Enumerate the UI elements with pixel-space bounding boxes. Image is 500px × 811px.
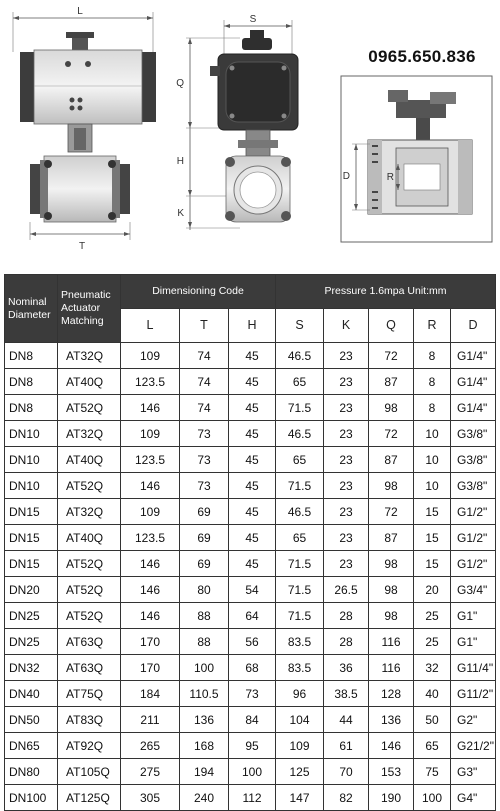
drawing-svg	[0, 0, 500, 262]
table-cell: 72	[369, 499, 414, 525]
table-cell: 45	[229, 473, 276, 499]
table-cell: 170	[121, 629, 180, 655]
table-cell: 25	[414, 629, 451, 655]
table-cell: 194	[180, 759, 229, 785]
table-cell: 136	[369, 707, 414, 733]
phone-number: 0965.650.836	[368, 47, 476, 66]
table-cell: 98	[369, 395, 414, 421]
table-cell: G1/2"	[451, 525, 496, 551]
table-row	[5, 447, 496, 473]
table-cell: 170	[121, 655, 180, 681]
col-header: T	[180, 309, 229, 343]
table-cell: G2"	[451, 707, 496, 733]
table-cell: 109	[276, 733, 324, 759]
table-cell: DN80	[5, 759, 58, 785]
table-cell: 71.5	[276, 551, 324, 577]
table-cell: G3"	[451, 759, 496, 785]
table-cell: DN10	[5, 473, 58, 499]
header-nominal-diameter: Nominal Diameter	[5, 275, 58, 343]
table-cell: G1"	[451, 603, 496, 629]
table-cell: 82	[324, 785, 369, 811]
table-cell: 23	[324, 525, 369, 551]
table-cell: AT52Q	[58, 577, 121, 603]
table-row	[5, 603, 496, 629]
table-cell: 146	[369, 733, 414, 759]
table-cell: 153	[369, 759, 414, 785]
table-cell: 73	[180, 421, 229, 447]
table-cell: 71.5	[276, 473, 324, 499]
table-row	[5, 473, 496, 499]
table-body	[5, 343, 496, 811]
table-cell: 104	[276, 707, 324, 733]
col-header: R	[414, 309, 451, 343]
table-cell: 87	[369, 447, 414, 473]
table-cell: 61	[324, 733, 369, 759]
table-cell: 28	[324, 603, 369, 629]
technical-drawing	[0, 0, 500, 262]
table-cell: 23	[324, 369, 369, 395]
table-row	[5, 499, 496, 525]
table-cell: 71.5	[276, 395, 324, 421]
table-cell: 128	[369, 681, 414, 707]
table-cell: 23	[324, 447, 369, 473]
table-cell: AT40Q	[58, 447, 121, 473]
table-cell: AT105Q	[58, 759, 121, 785]
table-cell: 45	[229, 421, 276, 447]
table-cell: DN10	[5, 447, 58, 473]
dimension-table-wrap	[4, 274, 495, 811]
table-cell: 20	[414, 577, 451, 603]
table-cell: 40	[414, 681, 451, 707]
table-cell: 95	[229, 733, 276, 759]
section-view	[341, 76, 492, 242]
table-row	[5, 395, 496, 421]
table-cell: 65	[276, 525, 324, 551]
table-cell: 44	[324, 707, 369, 733]
table-cell: G3/8"	[451, 421, 496, 447]
front-view	[13, 6, 156, 252]
table-cell: AT92Q	[58, 733, 121, 759]
table-cell: 184	[121, 681, 180, 707]
col-header: H	[229, 309, 276, 343]
table-cell: 54	[229, 577, 276, 603]
table-cell: 25	[414, 603, 451, 629]
table-cell: 45	[229, 343, 276, 369]
table-cell: AT40Q	[58, 525, 121, 551]
table-cell: 23	[324, 421, 369, 447]
table-row	[5, 577, 496, 603]
table-cell: 80	[180, 577, 229, 603]
table-cell: 305	[121, 785, 180, 811]
table-cell: 10	[414, 421, 451, 447]
table-cell: G11/4"	[451, 655, 496, 681]
table-cell: 23	[324, 395, 369, 421]
table-cell: 15	[414, 551, 451, 577]
table-row	[5, 551, 496, 577]
table-cell: 50	[414, 707, 451, 733]
table-cell: 73	[229, 681, 276, 707]
table-cell: 10	[414, 473, 451, 499]
table-cell: DN8	[5, 369, 58, 395]
table-cell: 87	[369, 369, 414, 395]
dim-label-S: S	[249, 14, 257, 25]
table-cell: AT52Q	[58, 603, 121, 629]
table-cell: 123.5	[121, 447, 180, 473]
table-cell: DN40	[5, 681, 58, 707]
table-cell: 74	[180, 343, 229, 369]
table-cell: 23	[324, 343, 369, 369]
table-cell: G3/8"	[451, 447, 496, 473]
table-cell: 168	[180, 733, 229, 759]
dim-label-T: T	[78, 241, 86, 252]
table-cell: G11/2"	[451, 681, 496, 707]
table-cell: DN32	[5, 655, 58, 681]
table-cell: 74	[180, 369, 229, 395]
table-cell: 116	[369, 655, 414, 681]
table-cell: 211	[121, 707, 180, 733]
table-cell: 146	[121, 473, 180, 499]
table-cell: 46.5	[276, 421, 324, 447]
table-cell: AT63Q	[58, 629, 121, 655]
table-cell: 45	[229, 369, 276, 395]
dim-label-H: H	[176, 156, 184, 167]
col-header: D	[451, 309, 496, 343]
table-cell: DN100	[5, 785, 58, 811]
table-cell: 15	[414, 525, 451, 551]
table-cell: G1/2"	[451, 499, 496, 525]
table-cell: 83.5	[276, 629, 324, 655]
table-cell: G1/4"	[451, 395, 496, 421]
table-cell: 45	[229, 551, 276, 577]
table-cell: 71.5	[276, 577, 324, 603]
table-cell: AT83Q	[58, 707, 121, 733]
table-cell: 88	[180, 603, 229, 629]
table-cell: 26.5	[324, 577, 369, 603]
table-cell: AT32Q	[58, 421, 121, 447]
table-cell: 71.5	[276, 603, 324, 629]
table-cell: 8	[414, 369, 451, 395]
table-cell: 23	[324, 473, 369, 499]
table-row	[5, 681, 496, 707]
table-cell: DN50	[5, 707, 58, 733]
table-cell: 15	[414, 499, 451, 525]
table-cell: 23	[324, 551, 369, 577]
table-cell: G4"	[451, 785, 496, 811]
table-cell: 88	[180, 629, 229, 655]
table-cell: 98	[369, 577, 414, 603]
table-cell: 72	[369, 343, 414, 369]
table-cell: 38.5	[324, 681, 369, 707]
dimension-table	[4, 274, 496, 811]
table-cell: G21/2"	[451, 733, 496, 759]
table-cell: 96	[276, 681, 324, 707]
table-cell: G3/4"	[451, 577, 496, 603]
table-cell: 65	[414, 733, 451, 759]
table-cell: 123.5	[121, 369, 180, 395]
table-cell: 265	[121, 733, 180, 759]
table-cell: 83.5	[276, 655, 324, 681]
table-cell: G1/4"	[451, 369, 496, 395]
side-view	[176, 14, 298, 230]
table-row	[5, 655, 496, 681]
table-cell: 70	[324, 759, 369, 785]
table-cell: 109	[121, 343, 180, 369]
table-row	[5, 707, 496, 733]
table-cell: 74	[180, 395, 229, 421]
table-cell: 45	[229, 447, 276, 473]
table-cell: AT40Q	[58, 369, 121, 395]
table-cell: 73	[180, 447, 229, 473]
table-cell: 110.5	[180, 681, 229, 707]
table-cell: 8	[414, 343, 451, 369]
table-cell: 98	[369, 603, 414, 629]
table-cell: 100	[414, 785, 451, 811]
table-cell: AT32Q	[58, 343, 121, 369]
table-cell: 73	[180, 473, 229, 499]
table-cell: 45	[229, 499, 276, 525]
table-cell: DN15	[5, 499, 58, 525]
table-cell: 98	[369, 551, 414, 577]
table-cell: DN10	[5, 421, 58, 447]
table-cell: DN25	[5, 603, 58, 629]
table-cell: AT52Q	[58, 395, 121, 421]
table-cell: G1/2"	[451, 551, 496, 577]
dim-label-L: L	[77, 6, 83, 17]
table-cell: 123.5	[121, 525, 180, 551]
table-cell: 98	[369, 473, 414, 499]
table-cell: 46.5	[276, 499, 324, 525]
table-cell: G1/4"	[451, 343, 496, 369]
table-cell: DN8	[5, 395, 58, 421]
table-cell: 23	[324, 499, 369, 525]
dim-label-K: K	[177, 208, 184, 219]
table-cell: DN15	[5, 551, 58, 577]
table-cell: 45	[229, 525, 276, 551]
table-cell: DN25	[5, 629, 58, 655]
table-cell: 72	[369, 421, 414, 447]
table-cell: 116	[369, 629, 414, 655]
table-cell: 69	[180, 525, 229, 551]
table-cell: DN15	[5, 525, 58, 551]
table-row	[5, 421, 496, 447]
table-cell: 64	[229, 603, 276, 629]
table-cell: 32	[414, 655, 451, 681]
table-cell: 28	[324, 629, 369, 655]
table-cell: AT75Q	[58, 681, 121, 707]
dim-label-R: R	[386, 172, 394, 183]
table-row	[5, 785, 496, 811]
header-actuator-matching: Pneumatic Actuator Matching	[58, 275, 121, 343]
table-row	[5, 759, 496, 785]
table-cell: 69	[180, 499, 229, 525]
table-row	[5, 369, 496, 395]
table-cell: 68	[229, 655, 276, 681]
table-cell: 146	[121, 395, 180, 421]
col-header: S	[276, 309, 324, 343]
table-cell: 100	[180, 655, 229, 681]
table-row	[5, 343, 496, 369]
table-cell: 109	[121, 421, 180, 447]
table-cell: 65	[276, 369, 324, 395]
dim-label-D: D	[342, 171, 350, 182]
table-cell: AT52Q	[58, 473, 121, 499]
table-cell: 147	[276, 785, 324, 811]
header-pressure-unit: Pressure 1.6mpa Unit:mm	[276, 275, 496, 309]
table-cell: AT32Q	[58, 499, 121, 525]
table-cell: 275	[121, 759, 180, 785]
table-cell: G1"	[451, 629, 496, 655]
table-cell: 69	[180, 551, 229, 577]
table-cell: 146	[121, 603, 180, 629]
table-row	[5, 629, 496, 655]
table-cell: 75	[414, 759, 451, 785]
table-cell: 240	[180, 785, 229, 811]
table-cell: 109	[121, 499, 180, 525]
table-cell: 56	[229, 629, 276, 655]
table-cell: 112	[229, 785, 276, 811]
table-cell: 84	[229, 707, 276, 733]
table-cell: 65	[276, 447, 324, 473]
table-row	[5, 733, 496, 759]
table-cell: DN8	[5, 343, 58, 369]
table-cell: 125	[276, 759, 324, 785]
table-cell: DN65	[5, 733, 58, 759]
table-cell: DN20	[5, 577, 58, 603]
table-cell: 36	[324, 655, 369, 681]
table-cell: 10	[414, 447, 451, 473]
table-cell: 190	[369, 785, 414, 811]
table-cell: 46.5	[276, 343, 324, 369]
col-header: K	[324, 309, 369, 343]
header-dimensioning-code: Dimensioning Code	[121, 275, 276, 309]
table-cell: 146	[121, 577, 180, 603]
table-cell: 100	[229, 759, 276, 785]
table-cell: 8	[414, 395, 451, 421]
col-header: Q	[369, 309, 414, 343]
table-cell: AT125Q	[58, 785, 121, 811]
table-cell: 146	[121, 551, 180, 577]
col-header: L	[121, 309, 180, 343]
table-cell: AT52Q	[58, 551, 121, 577]
table-cell: 136	[180, 707, 229, 733]
table-cell: 45	[229, 395, 276, 421]
table-cell: G3/8"	[451, 473, 496, 499]
dim-label-Q: Q	[176, 78, 184, 89]
table-cell: 87	[369, 525, 414, 551]
table-cell: AT63Q	[58, 655, 121, 681]
table-row	[5, 525, 496, 551]
